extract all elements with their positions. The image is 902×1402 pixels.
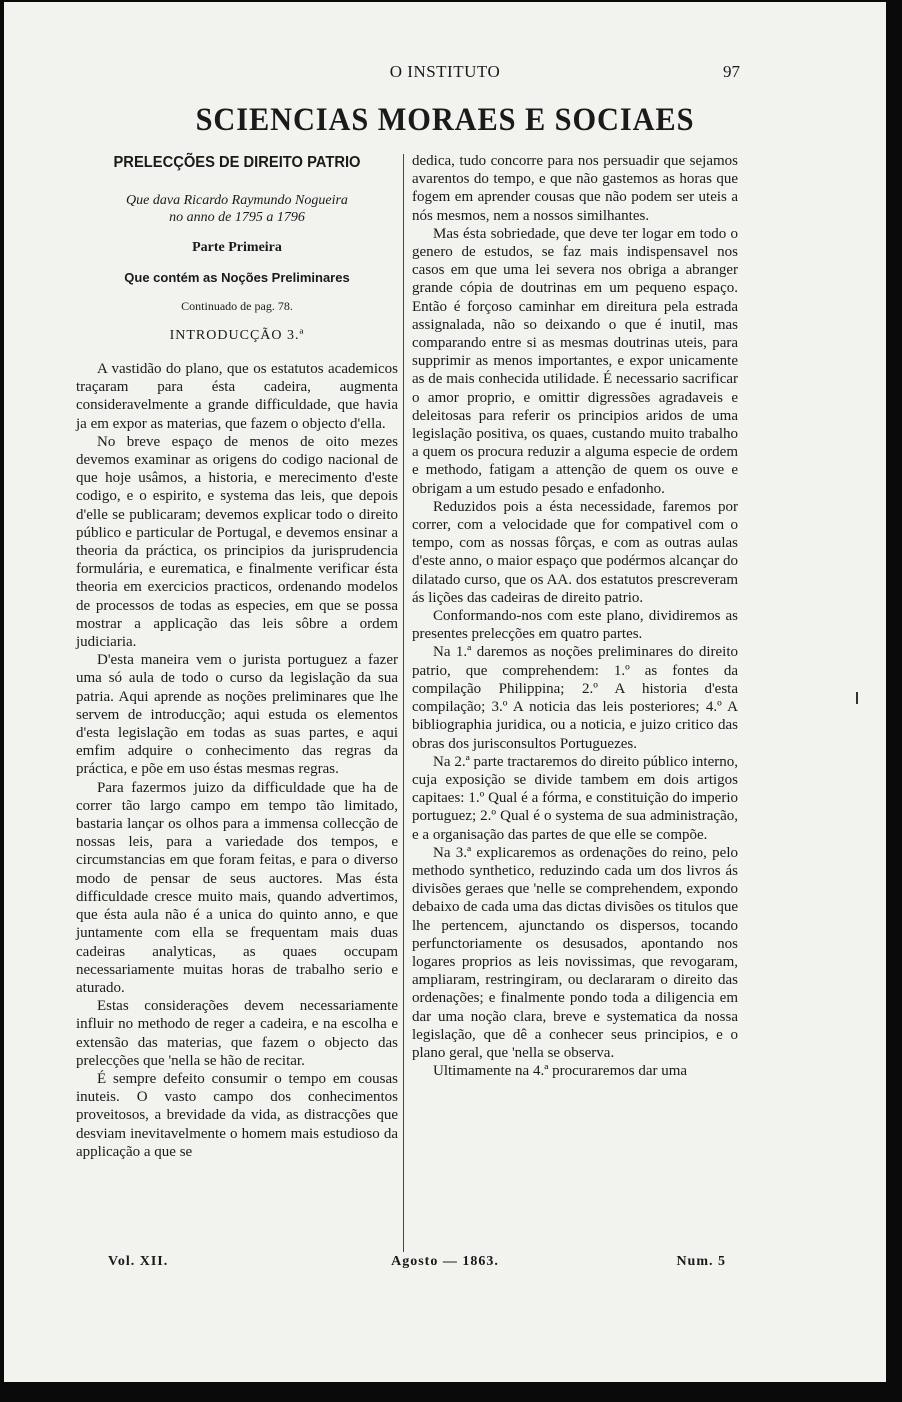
paragraph: Reduzidos pois a ésta necessidade, faremos por correr, com a velocidade que for compativel com o tempo, com as nossas fôrças, e com as outras aulas d'este anno, o maior espaço que podérmos alcançar do dilatado curso, que os AA. dos estatutos prescreveram ás lições das cadeiras de direito patrio. xyxy=(412,498,738,606)
part-subtitle: Que contém as Noções Preliminares xyxy=(124,270,350,285)
running-head xyxy=(4,62,886,86)
author-line-1: Que dava Ricardo Raymundo Nogueira xyxy=(126,193,348,208)
continued-note: Continuado de pag. 78. xyxy=(181,299,293,313)
paragraph: Na 1.ª daremos as noções preliminares do direito patrio, que comprehendem: 1.º as fontes da compilação Philippina; 2.º A historia d'esta compilação; 3.º A noticia das leis posteriores; 4.º A bibliographia juridica, ou a noticia, e juizo critico das obras dos jurisconsultos Portuguezes. xyxy=(412,644,738,752)
part-heading: Parte Primeira xyxy=(192,240,282,255)
paragraph: Mas ésta sobriedade, que deve ter logar em todo o genero de estudos, se faz mais indispensavel nos casos em que uma lei severa nos obriga a abranger grande cópia de doutrinas em um pequeno espaço. Então é forçoso caminhar em direitura pela estrada assignalada, não so deixando o que é inutil, mas comparando entre si as mesmas doutrinas uteis, para supprimir as menos importantes, e expor unicamente as de mais conhecida utilidade. É necessario sacrificar o amor proprio, e omittir digressões agradaveis e deleitosas para referir os principios aridos de uma legislação positiva, os quaes, custando muito trabalho a quem os procura reduzir a alguma especie de ordem e methodo, fatigam a attenção de quem os ouve e obrigam a um estudo pesado e enfadonho. xyxy=(412,225,738,497)
paragraph: É sempre defeito consumir o tempo em cousas inuteis. O vasto campo dos conhecimentos proveitosos, a brevidade da vida, as distracções que desviam inevitavelmente o homem mais estudioso da applicação a que se xyxy=(76,1070,398,1160)
page-number: 97 xyxy=(723,62,740,81)
article-title: PRELECÇÕES DE DIREITO PATRIO xyxy=(113,154,361,171)
margin-mark xyxy=(856,692,858,704)
journal-page xyxy=(4,2,886,1382)
intro-heading: INTRODUCÇÃO 3.ª xyxy=(169,328,305,343)
left-column xyxy=(76,152,398,1161)
paragraph: Na 3.ª explicaremos as ordenações do reino, pelo methodo synthetico, reduzindo cada um dos livros ás divisões geraes que 'nelle se comprehendem, expondo debaixo de cada uma das dictas divisões os titulos que lhe pertencem, ajunctando os dispersos, tocando perfunctoriamente os desusados, apontando nos logares proprios as leis novissimas, que revogaram, ampliaram, restringiram, ou declararam o direito das ordenações; e finalmente pondo toda a diligencia em dar uma noção clara, breve e systematica da nossa legislação, que dê a conhecer seus principios, e o plano geral, que 'nella se observa. xyxy=(412,844,738,1061)
journal-title: O INSTITUTO xyxy=(389,62,501,81)
paragraph: Para fazermos juizo da difficuldade que ha de correr tão largo campo em tempo tão limitado, bastaria lançar os olhos para a immensa collecção de nossas leis, para a variedade dos tempos, e circumstancias em que foram feitas, e para o diverso modo de pensar de seus auctores. Mas ésta difficuldade cresce muito mais, quando advertimos, que ésta aula não é a unica do quinto anno, e que juntamente com ella se frequentam mais duas cadeiras analyticas, as quaes occupam necessariamente muitas horas de trabalho serio e aturado. xyxy=(76,779,398,996)
volume-label: Vol. XII. xyxy=(108,1254,169,1269)
paragraph: No breve espaço de menos de oito mezes devemos examinar as origens do codigo nacional de que hoje usâmos, a historia, e merecimento d'este codigo, e o espirito, e systema das leis, que depois d'elle se publicaram; devemos explicar todo o direito público e particular de Portugal, e devemos ensinar a theoria da práctica, os principios da jurisprudencia formulária, e eurematica, e finalmente verificar ésta theoria em exercicios practicos, ordenando modelos de processos de todas as especies, em que se possa mostrar a applicação das leis sôbre a ordem judiciaria. xyxy=(76,433,398,651)
paragraph: Conformando-nos com este plano, dividiremos as presentes prelecções em quatro partes. xyxy=(412,608,738,643)
paragraph: Na 2.ª parte tractaremos do direito público interno, cuja exposição se divide tambem em dois artigos capitaes: 1.º Qual é a fórma, e constituição do imperio portuguez; 2.º Qual é o systema de sua administração, e a organisação das partes de que elle se compõe. xyxy=(412,753,738,843)
author-line-2: no anno de 1795 a 1796 xyxy=(169,210,305,225)
section-title: SCIENCIAS MORAES E SOCIAES xyxy=(195,102,695,138)
right-body-text xyxy=(412,152,738,1080)
column-divider xyxy=(403,154,404,1252)
page-footer xyxy=(4,1254,886,1276)
paragraph: D'esta maneira vem o jurista portuguez a fazer uma só aula de todo o curso da legislação da sua patria. Aqui aprende as noções preliminares que lhe servem de introducção; aqui estuda os elementos d'esta legislação em todas as suas partes, e aqui emfim adquire o conhecimento das regras da práctica, e põe em uso éstas mesmas regras. xyxy=(76,652,398,778)
paragraph: A vastidão do plano, que os estatutos academicos traçaram para ésta cadeira, augmenta consideravelmente a grande difficuldade, que havia ja em expor as materias, que fazem o objecto d'ella. xyxy=(76,361,398,432)
paragraph: Estas considerações devem necessariamente influir no methodo de reger a cadeira, e na escolha e extensão das materias, que fazem o objecto das prelecções que 'nella se hão de recitar. xyxy=(76,998,398,1069)
article-author xyxy=(76,192,398,226)
right-column xyxy=(412,152,738,1080)
issue-number: Num. 5 xyxy=(676,1254,726,1269)
paragraph: Ultimamente na 4.ª procuraremos dar uma xyxy=(433,1063,688,1080)
issue-date: Agosto — 1863. xyxy=(391,1254,499,1269)
paragraph: dedica, tudo concorre para nos persuadir que sejamos avarentos do tempo, e que não gastemos as horas que fogem em aprender cousas que não podem ser uteis a nós mesmos, nem a nossos similhantes. xyxy=(412,153,738,224)
left-body-text xyxy=(76,360,398,1161)
